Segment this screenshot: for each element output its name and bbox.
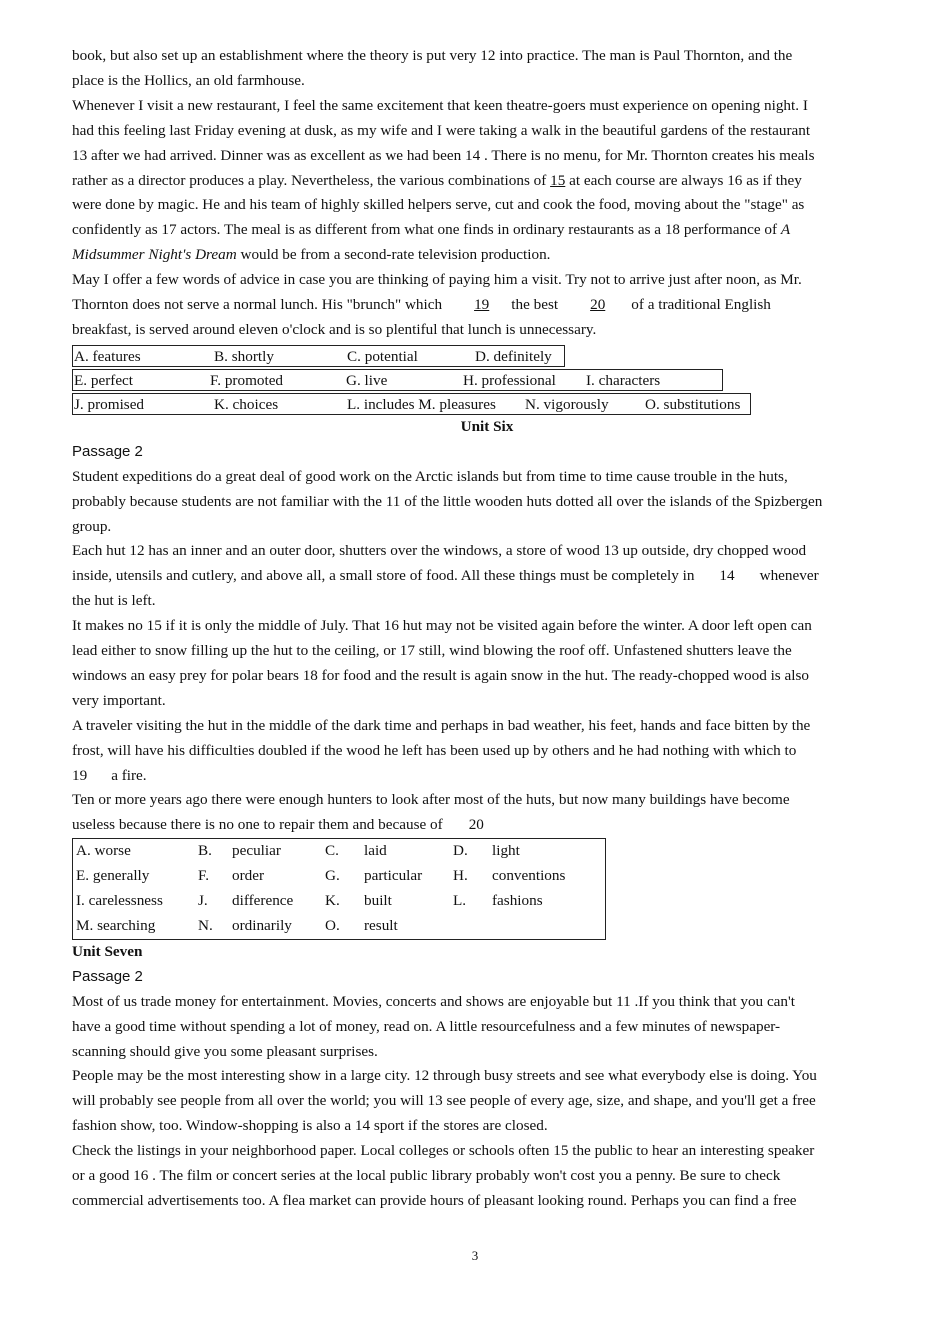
unit-heading: Unit Seven xyxy=(72,942,143,960)
option: G. live xyxy=(346,371,388,389)
text-span: at each course are always 16 as if they xyxy=(565,171,802,189)
option: result xyxy=(364,917,398,934)
options-row xyxy=(72,369,723,391)
text-line: frost, will have his difficulties doubled if the wood he left has been used up by others and he had nothing with which to xyxy=(72,741,797,759)
text-line: 13 after we had arrived. Dinner was as excellent as we had been 14 . There is no menu, for Mr. Thornton creates his meals xyxy=(72,146,815,164)
option: fashions xyxy=(492,892,543,910)
text-span: a fire. xyxy=(111,766,147,784)
option: order xyxy=(232,867,265,885)
text-line: group. xyxy=(72,517,112,535)
option-letter: L. xyxy=(453,892,467,910)
text-span: confidently as 17 actors. The meal is as different from what one finds in ordinary restaurants as a 18 performance of xyxy=(72,221,781,239)
text-line: or a good 16 . The film or concert series at the local public library probably won't cost you a penny. Be sure to check xyxy=(72,1167,781,1185)
options-row xyxy=(73,864,606,889)
text-line: A traveler visiting the hut in the middle of the dark time and perhaps in bad weather, his feet, hands and face bitten by the xyxy=(72,716,811,734)
play-title: Midsummer Night's Dream xyxy=(72,246,237,264)
text-line xyxy=(72,564,902,589)
option: light xyxy=(492,842,520,860)
text-line xyxy=(72,293,902,318)
option-letter: F. xyxy=(198,867,210,885)
text-line: Whenever I visit a new restaurant, I feel the same excitement that keen theatre-goers must experience on opening night. I xyxy=(72,96,808,114)
option-letter: K. xyxy=(325,892,340,910)
text-span: useless because there is no one to repair them and because of xyxy=(72,816,443,834)
passage-heading: Passage 2 xyxy=(72,967,143,985)
options-row xyxy=(73,914,606,939)
option-letter: H. xyxy=(453,867,468,885)
text-line: commercial advertisements too. A flea market can provide hours of pleasant looking round. Perhaps you can find a free xyxy=(72,1191,797,1209)
text-line xyxy=(72,813,902,838)
text-line: Ten or more years ago there were enough hunters to look after most of the huts, but now many buildings have become xyxy=(72,791,790,809)
page-number: 3 xyxy=(471,1248,479,1263)
text-line: place is the Hollics, an old farmhouse. xyxy=(72,71,305,89)
option: B. shortly xyxy=(214,347,274,365)
blank-number: 20 xyxy=(468,816,484,834)
option: E. generally xyxy=(76,867,150,885)
text-span: Thornton does not serve a normal lunch. His "brunch" which xyxy=(72,296,443,314)
option xyxy=(489,914,606,939)
text-line: have a good time without spending a lot of money, read on. A little resourcefulness and a few minutes of newspaper- xyxy=(72,1017,781,1035)
option: N. vigorously xyxy=(525,395,609,413)
option: C. potential xyxy=(347,347,418,365)
document-page xyxy=(72,44,902,1214)
text-span: of a traditional English xyxy=(631,296,771,314)
options-row xyxy=(73,839,606,864)
option-letter: O. xyxy=(325,917,340,934)
text-span: inside, utensils and cutlery, and above all, a small store of food. All these things must be completely in xyxy=(72,567,695,585)
text-line: Each hut 12 has an inner and an outer door, shutters over the windows, a store of wood 13 up outside, dry chopped wood xyxy=(72,542,807,560)
option-letter: C. xyxy=(325,842,339,860)
option: L. includes M. pleasures xyxy=(347,395,496,413)
text-line: fashion show, too. Window-shopping is also a 14 sport if the stores are closed. xyxy=(72,1117,548,1135)
text-line: Most of us trade money for entertainment. Movies, concerts and shows are enjoyable but 11 .If you think that you can't xyxy=(72,992,795,1010)
options-table xyxy=(72,838,606,940)
option: O. substitutions xyxy=(645,395,741,413)
text-line: probably because students are not familiar with the 11 of the little wooden huts dotted all over the islands of the Spizbergen xyxy=(72,492,823,510)
option: A. features xyxy=(74,347,141,365)
option-letter xyxy=(450,914,489,939)
option: J. promised xyxy=(74,395,145,413)
blank-number: 20 xyxy=(590,296,606,314)
text-line: breakfast, is served around eleven o'clock and is so plentiful that lunch is unnecessary. xyxy=(72,320,597,338)
text-line: Check the listings in your neighborhood paper. Local colleges or schools often 15 the public to hear an interesting speaker xyxy=(72,1142,815,1160)
blank-number: 19 xyxy=(72,766,88,784)
options-row xyxy=(73,889,606,914)
text-line: book, but also set up an establishment where the theory is put very 12 into practice. The man is Paul Thornton, and the xyxy=(72,47,793,64)
options-row xyxy=(72,393,751,415)
option: difference xyxy=(232,892,294,910)
text-line: It makes no 15 if it is only the middle of July. That 16 hut may not be visited again before the winter. A door left open can xyxy=(72,617,812,635)
text-line: had this feeling last Friday evening at dusk, as my wife and I were taking a walk in the beautiful gardens of the restaurant xyxy=(72,121,811,139)
text-line: scanning should give you some pleasant surprises. xyxy=(72,1042,378,1060)
option: peculiar xyxy=(232,842,281,860)
option: E. perfect xyxy=(74,371,134,389)
unit-heading: Unit Six xyxy=(460,417,514,435)
option: H. professional xyxy=(463,371,556,389)
option: A. worse xyxy=(76,842,131,860)
option-letter: B. xyxy=(198,842,212,860)
option-letter: D. xyxy=(453,842,468,860)
option: conventions xyxy=(492,867,566,885)
text-line: People may be the most interesting show in a large city. 12 through busy streets and see what everybody else is doing. You xyxy=(72,1067,817,1085)
option: laid xyxy=(364,842,387,860)
play-title: A xyxy=(780,221,791,239)
option: built xyxy=(364,892,392,910)
text-line: May I offer a few words of advice in case you are thinking of paying him a visit. Try not to arrive just after noon, as Mr. xyxy=(72,271,802,289)
option: D. definitely xyxy=(475,347,552,365)
option-letter: N. xyxy=(198,917,213,934)
option-letter: G. xyxy=(325,867,340,885)
text-line: the hut is left. xyxy=(72,592,156,610)
text-line: lead either to snow filling up the hut to the ceiling, or 17 still, wind blowing the roof off. Unfastened shutters leave the xyxy=(72,642,792,660)
text-line: Student expeditions do a great deal of good work on the Arctic islands but from time to time cause trouble in the huts, xyxy=(72,467,788,485)
option: ordinarily xyxy=(232,917,292,934)
blank-number: 15 xyxy=(550,171,566,189)
passage-heading: Passage 2 xyxy=(72,442,143,460)
text-line xyxy=(72,243,902,268)
blank-number: 14 xyxy=(719,567,735,585)
options-row xyxy=(72,345,565,367)
blank-number: 19 xyxy=(474,296,490,314)
text-span: the best xyxy=(511,296,559,314)
text-span: would be from a second-rate television production. xyxy=(236,246,551,264)
text-line xyxy=(72,764,902,789)
option-letter: J. xyxy=(198,892,208,910)
text-line xyxy=(72,218,902,243)
text-line: were done by magic. He and his team of highly skilled helpers serve, cut and cook the food, moving about the "stage" as xyxy=(72,196,805,214)
text-line: will probably see people from all over the world; you will 13 see people of every age, size, and shape, and you'll get a free xyxy=(72,1092,816,1110)
text-span: whenever xyxy=(759,567,819,585)
text-line: very important. xyxy=(72,691,166,709)
text-line: windows an easy prey for polar bears 18 for food and the result is again snow in the hut. The ready-chopped wood is also xyxy=(72,666,809,684)
option: F. promoted xyxy=(210,371,284,389)
option: M. searching xyxy=(76,917,156,934)
option: I. characters xyxy=(586,371,661,389)
text-line xyxy=(72,169,902,194)
option: particular xyxy=(364,867,423,885)
option: I. carelessness xyxy=(76,892,163,910)
option: K. choices xyxy=(214,395,279,413)
text-span: rather as a director produces a play. Nevertheless, the various combinations of xyxy=(72,171,551,189)
